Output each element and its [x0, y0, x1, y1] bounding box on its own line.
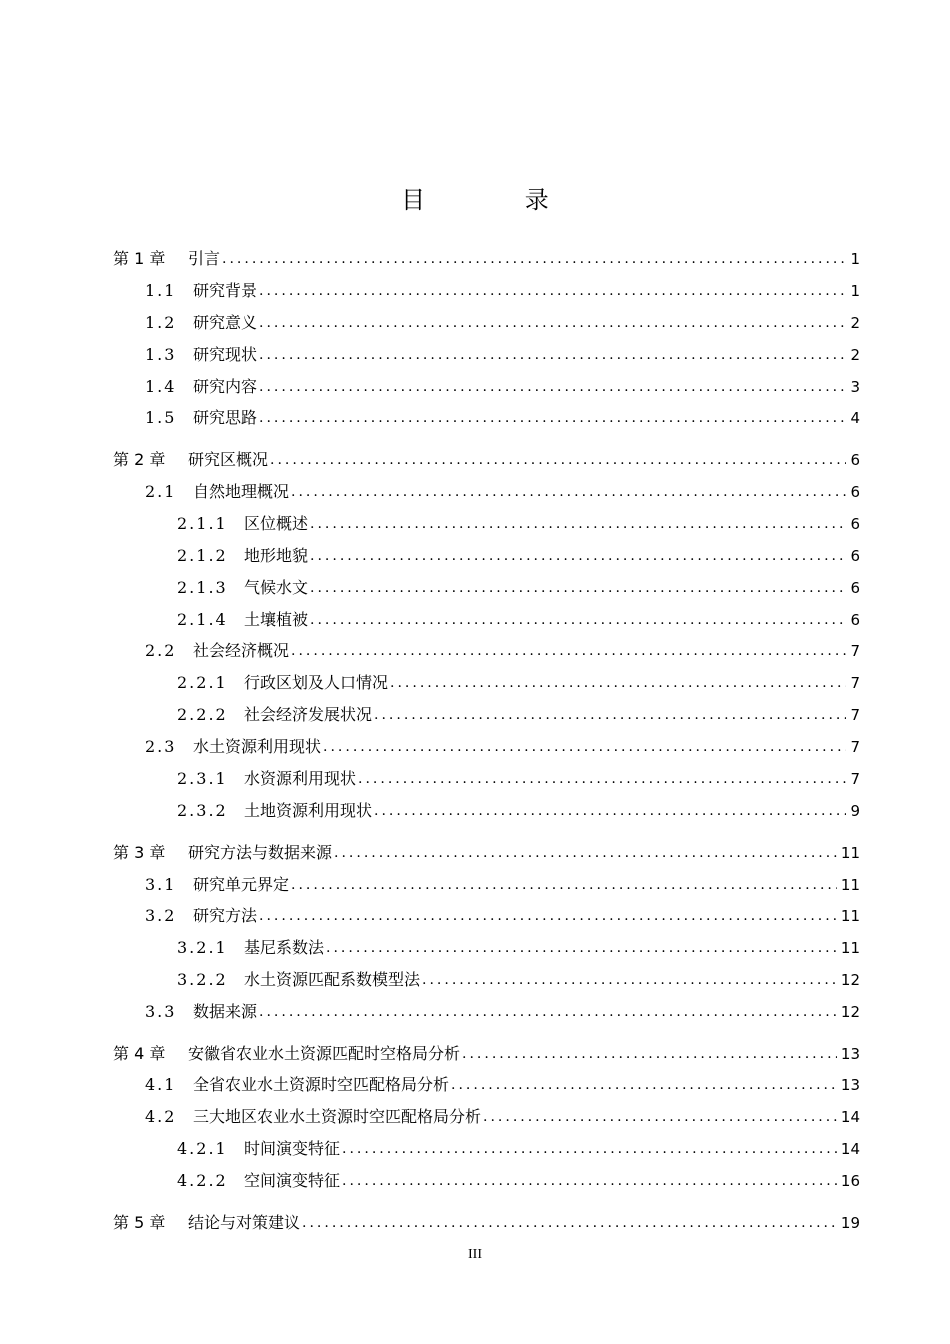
toc-entry-title: 研究背景 [193, 281, 258, 300]
toc-entry-page: 2 [850, 314, 860, 332]
toc-entry-number: 3.2.2 [177, 970, 228, 989]
toc-dot-leader [259, 343, 846, 367]
toc-dot-leader [259, 311, 846, 335]
toc-entry-page: 11 [840, 907, 860, 925]
toc-dot-leader [310, 512, 846, 536]
toc-section-entry[interactable] [145, 1073, 860, 1097]
toc-entry-number: 2.3.2 [177, 801, 228, 820]
toc-dot-leader [462, 1042, 837, 1066]
toc-dot-leader [259, 406, 846, 430]
toc-entry-number: 4.2 [145, 1107, 177, 1126]
toc-entry-page: 13 [840, 1076, 860, 1094]
toc-entry-number: 4.2.2 [177, 1171, 228, 1190]
toc-entry-number: 3.2.1 [177, 938, 228, 957]
toc-entry-number: 3.3 [145, 1002, 177, 1021]
toc-dot-leader [342, 1169, 837, 1193]
toc-entry-page: 1 [850, 282, 860, 300]
toc-entry-number: 1.3 [145, 345, 177, 364]
toc-section-entry[interactable] [145, 904, 860, 928]
toc-entry-page: 19 [840, 1214, 860, 1232]
toc-entry-page: 11 [840, 844, 860, 862]
toc-entry-title: 研究单元界定 [193, 875, 290, 894]
toc-entry-page: 6 [850, 579, 860, 597]
toc-subsection-entry[interactable] [177, 767, 860, 791]
toc-entry-title: 时间演变特征 [244, 1139, 341, 1158]
toc-entry-title: 研究内容 [193, 377, 258, 396]
toc-subsection-entry[interactable] [177, 671, 860, 695]
toc-chapter-entry[interactable] [113, 1042, 860, 1066]
toc-entry-page: 14 [840, 1108, 860, 1126]
toc-entry-number: 第 3 章 [113, 843, 166, 862]
toc-chapter-entry[interactable] [113, 448, 860, 472]
toc-section-entry[interactable] [145, 1105, 860, 1129]
toc-section-entry[interactable] [145, 279, 860, 303]
toc-entry-page: 1 [850, 250, 860, 268]
toc-entry-number: 2.3.1 [177, 769, 228, 788]
toc-entry-page: 6 [850, 451, 860, 469]
toc-section-entry[interactable] [145, 311, 860, 335]
toc-entry-page: 16 [840, 1172, 860, 1190]
toc-chapter-entry[interactable] [113, 841, 860, 865]
toc-entry-number: 3.1 [145, 875, 177, 894]
toc-section-entry[interactable] [145, 735, 860, 759]
toc-section-entry[interactable] [145, 343, 860, 367]
toc-entry-page: 4 [850, 409, 860, 427]
toc-dot-leader [222, 247, 846, 271]
toc-dot-leader [390, 671, 846, 695]
toc-dot-leader [326, 936, 837, 960]
toc-entry-number: 3.2 [145, 906, 177, 925]
toc-entry-page: 9 [850, 802, 860, 820]
toc-dot-leader [310, 576, 846, 600]
toc-entry-title: 引言 [188, 249, 221, 268]
toc-entry-number: 第 1 章 [113, 249, 166, 268]
toc-dot-leader [291, 639, 846, 663]
toc-entry-title: 区位概述 [244, 514, 309, 533]
toc-entry-page: 11 [840, 939, 860, 957]
toc-entry-title: 研究思路 [193, 408, 258, 427]
toc-entry-page: 7 [850, 770, 860, 788]
toc-entry-number: 2.1 [145, 482, 177, 501]
toc-dot-leader [483, 1105, 837, 1129]
toc-entry-title: 水土资源利用现状 [193, 737, 322, 756]
toc-subsection-entry[interactable] [177, 608, 860, 632]
toc-subsection-entry[interactable] [177, 576, 860, 600]
toc-dot-leader [270, 448, 846, 472]
toc-entry-page: 11 [840, 876, 860, 894]
toc-entry-number: 4.2.1 [177, 1139, 228, 1158]
toc-entry-title: 水土资源匹配系数模型法 [244, 970, 421, 989]
toc-entry-page: 2 [850, 346, 860, 364]
toc-section-entry[interactable] [145, 375, 860, 399]
toc-dot-leader [291, 480, 846, 504]
toc-dot-leader [451, 1073, 837, 1097]
toc-entry-page: 6 [850, 483, 860, 501]
toc-subsection-entry[interactable] [177, 1169, 860, 1193]
toc-entry-number: 2.1.2 [177, 546, 228, 565]
toc-entry-number: 2.3 [145, 737, 177, 756]
toc-entry-number: 第 2 章 [113, 450, 166, 469]
toc-entry-page: 7 [850, 642, 860, 660]
toc-dot-leader [302, 1211, 837, 1235]
toc-dot-leader [334, 841, 837, 865]
page-title: 目 录 [401, 186, 595, 214]
toc-entry-title: 气候水文 [244, 578, 309, 597]
toc-entry-number: 4.1 [145, 1075, 177, 1094]
toc-entry-page: 12 [840, 1003, 860, 1021]
toc-entry-title: 自然地理概况 [193, 482, 290, 501]
toc-entry-title: 水资源利用现状 [244, 769, 357, 788]
toc-entry-title: 研究方法与数据来源 [188, 843, 333, 862]
toc-entry-title: 研究区概况 [188, 450, 269, 469]
toc-entry-page: 13 [840, 1045, 860, 1063]
toc-dot-leader [374, 703, 846, 727]
toc-entry-title: 社会经济发展状况 [244, 705, 373, 724]
toc-entry-title: 结论与对策建议 [188, 1213, 301, 1232]
toc-section-entry[interactable] [145, 873, 860, 897]
toc-entry-number: 1.1 [145, 281, 177, 300]
toc-subsection-entry[interactable] [177, 544, 860, 568]
toc-subsection-entry[interactable] [177, 1137, 860, 1161]
toc-subsection-entry[interactable] [177, 968, 860, 992]
toc-entry-title: 研究意义 [193, 313, 258, 332]
toc-entry-title: 地形地貌 [244, 546, 309, 565]
toc-dot-leader [310, 544, 846, 568]
toc-entry-title: 三大地区农业水土资源时空匹配格局分析 [193, 1107, 482, 1126]
toc-entry-page: 7 [850, 738, 860, 756]
toc-dot-leader [259, 904, 837, 928]
toc-entry-number: 1.4 [145, 377, 177, 396]
toc-entry-page: 14 [840, 1140, 860, 1158]
toc-dot-leader [374, 799, 846, 823]
toc-entry-title: 社会经济概况 [193, 641, 290, 660]
toc-entry-title: 研究现状 [193, 345, 258, 364]
toc-chapter-entry[interactable] [113, 1211, 860, 1235]
toc-entry-number: 1.2 [145, 313, 177, 332]
toc-entry-title: 土壤植被 [244, 610, 309, 629]
toc-entry-page: 6 [850, 611, 860, 629]
toc-subsection-entry[interactable] [177, 512, 860, 536]
toc-entry-page: 7 [850, 674, 860, 692]
toc-dot-leader [259, 375, 846, 399]
toc-section-entry[interactable] [145, 406, 860, 430]
toc-entry-page: 6 [850, 515, 860, 533]
toc-entry-title: 研究方法 [193, 906, 258, 925]
toc-entry-title: 空间演变特征 [244, 1171, 341, 1190]
toc-entry-number: 2.1.1 [177, 514, 228, 533]
toc-dot-leader [342, 1137, 837, 1161]
toc-dot-leader [259, 279, 846, 303]
toc-subsection-entry[interactable] [177, 799, 860, 823]
toc-dot-leader [259, 1000, 837, 1024]
toc-subsection-entry[interactable] [177, 703, 860, 727]
toc-entry-title: 行政区划及人口情况 [244, 673, 389, 692]
toc-dot-leader [310, 608, 846, 632]
toc-dot-leader [323, 735, 846, 759]
toc-dot-leader [358, 767, 846, 791]
page-number-footer: III [468, 1247, 482, 1262]
toc-entry-title: 安徽省农业水土资源匹配时空格局分析 [188, 1044, 461, 1063]
toc-entry-number: 2.2 [145, 641, 177, 660]
toc-entry-number: 2.1.3 [177, 578, 228, 597]
toc-dot-leader [422, 968, 837, 992]
toc-section-entry[interactable] [145, 480, 860, 504]
toc-section-entry[interactable] [145, 639, 860, 663]
toc-entry-title: 基尼系数法 [244, 938, 325, 957]
toc-entry-number: 第 5 章 [113, 1213, 166, 1232]
toc-entry-page: 12 [840, 971, 860, 989]
toc-entry-title: 全省农业水土资源时空匹配格局分析 [193, 1075, 450, 1094]
toc-entry-page: 3 [850, 378, 860, 396]
toc-entry-number: 2.1.4 [177, 610, 228, 629]
toc-entry-number: 第 4 章 [113, 1044, 166, 1063]
toc-entry-page: 6 [850, 547, 860, 565]
toc-section-entry[interactable] [145, 1000, 860, 1024]
toc-entry-title: 土地资源利用现状 [244, 801, 373, 820]
toc-dot-leader [291, 873, 837, 897]
toc-entry-title: 数据来源 [193, 1002, 258, 1021]
toc-entry-page: 7 [850, 706, 860, 724]
toc-subsection-entry[interactable] [177, 936, 860, 960]
toc-entry-number: 2.2.2 [177, 705, 228, 724]
toc-chapter-entry[interactable] [113, 247, 860, 271]
toc-entry-number: 1.5 [145, 408, 177, 427]
toc-entry-number: 2.2.1 [177, 673, 228, 692]
